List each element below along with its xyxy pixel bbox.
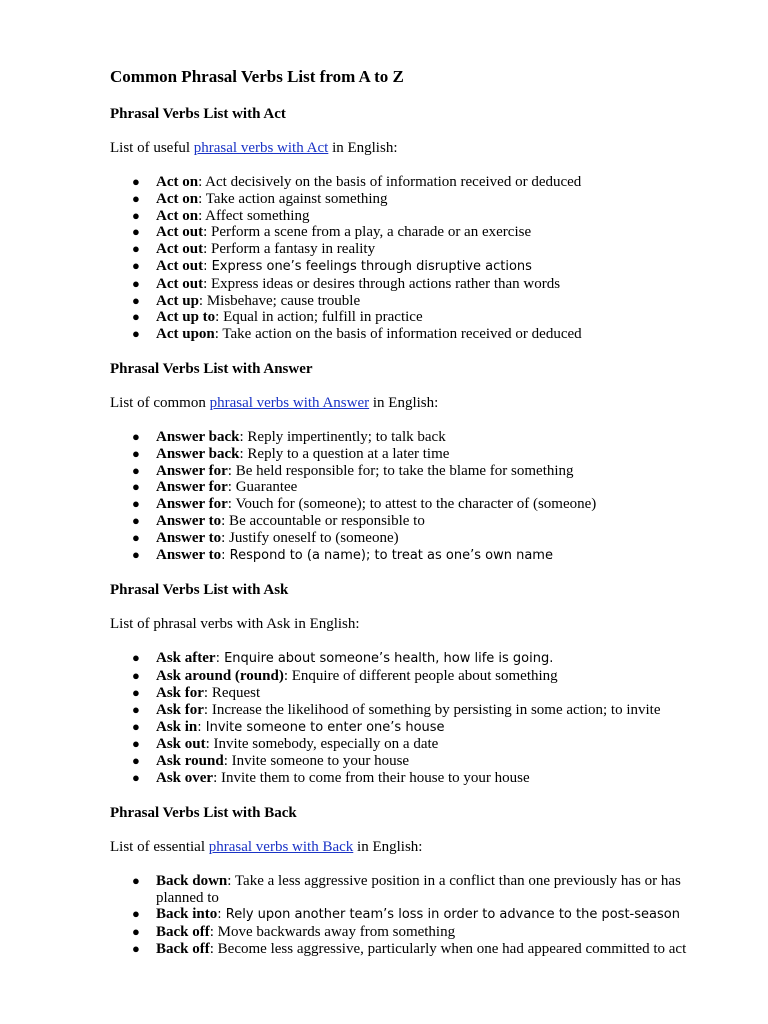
verb-term: Act upon	[156, 326, 215, 343]
bullet-icon: ●	[132, 292, 140, 308]
bullet-icon: ●	[132, 512, 140, 528]
verb-definition: : Affect something	[198, 207, 310, 224]
section-intro	[110, 838, 730, 857]
list-item	[110, 276, 730, 293]
verb-definition: : Reply impertinently; to talk back	[239, 428, 446, 445]
verb-definition: : Express ideas or desires through actions rather than words	[203, 275, 561, 292]
list-item	[110, 753, 730, 770]
list-item	[110, 924, 730, 941]
list-item	[110, 873, 730, 907]
list-item	[110, 719, 730, 737]
bullet-icon: ●	[132, 684, 140, 700]
intro-text-before: List of phrasal verbs with Ask in English:	[110, 616, 360, 633]
verb-term: Act up to	[156, 309, 216, 326]
verb-term: Ask out	[156, 736, 206, 753]
verb-definition: : Enquire of different people about something	[283, 668, 558, 685]
verb-definition: : Reply to a question at a later time	[239, 445, 450, 462]
verb-definition: : Be held responsible for; to take the blame for something	[227, 462, 574, 479]
bullet-icon: ●	[132, 924, 140, 940]
bullet-icon: ●	[132, 668, 140, 684]
section-heading: Phrasal Verbs List with Ask	[110, 582, 289, 599]
verb-term: Ask in	[156, 718, 198, 735]
verb-definition: : Invite someone to your house	[223, 753, 410, 770]
list-item	[110, 479, 730, 496]
bullet-icon: ●	[132, 753, 140, 769]
list-item	[110, 770, 730, 787]
intro-text-before: List of useful	[110, 140, 194, 156]
list-item	[110, 208, 730, 225]
verb-definition: : Take action against something	[198, 190, 388, 207]
verb-term: Act on	[156, 174, 199, 190]
verb-term: Answer to	[156, 529, 222, 546]
verb-term: Act out	[156, 224, 204, 241]
bullet-icon: ●	[132, 546, 140, 562]
verb-definition: : Misbehave; cause trouble	[198, 292, 361, 309]
verb-definition: : Justify oneself to (someone)	[221, 529, 399, 546]
intro-text-before: List of essential	[110, 838, 209, 855]
bullet-icon: ●	[132, 309, 140, 325]
list-item	[110, 463, 730, 480]
intro-text-after: in English:	[328, 140, 398, 156]
list-item	[110, 429, 730, 446]
verb-definition: : Increase the likelihood of something by persisting in some action; to invite	[203, 701, 661, 718]
verb-definition: : Perform a fantasy in reality	[203, 241, 376, 258]
verb-list	[110, 429, 730, 564]
bullet-icon: ●	[132, 462, 140, 478]
verb-definition: : Respond to (a name); to treat as one’s own name	[221, 547, 553, 563]
bullet-icon: ●	[132, 701, 140, 717]
bullet-icon: ●	[132, 241, 140, 257]
verb-term: Back off	[156, 940, 210, 957]
verb-definition: : Take a less aggressive position in a conflict than one previously has or has planned to	[156, 872, 681, 906]
verb-term: Back off	[156, 924, 210, 941]
list-item	[110, 258, 730, 276]
verb-definition: : Vouch for (someone); to attest to the character of (someone)	[227, 496, 597, 513]
list-item	[110, 174, 730, 191]
list-item	[110, 446, 730, 463]
list-item	[110, 668, 730, 685]
phrasal-verbs-link[interactable]: phrasal verbs with Back	[208, 838, 354, 855]
list-item	[110, 530, 730, 547]
verb-term: Ask over	[156, 769, 214, 786]
section-heading: Phrasal Verbs List with Answer	[110, 360, 313, 377]
verb-list	[110, 174, 730, 343]
bullet-icon: ●	[132, 496, 140, 512]
verb-term: Answer for	[156, 462, 228, 479]
bullet-icon: ●	[132, 769, 140, 785]
list-item	[110, 293, 730, 310]
bullet-icon: ●	[132, 224, 140, 240]
verb-definition: : Request	[203, 684, 261, 701]
verb-definition: : Equal in action; fulfill in practice	[215, 309, 423, 326]
verb-term: Answer to	[156, 512, 222, 529]
intro-text-before: List of common	[110, 394, 210, 411]
verb-term: Ask round	[156, 753, 224, 770]
bullet-icon: ●	[132, 718, 140, 734]
phrasal-verbs-link[interactable]: phrasal verbs with Answer	[209, 394, 370, 411]
verb-definition: : Enquire about someone’s health, how life is going.	[215, 651, 554, 667]
verb-term: Answer back	[156, 428, 240, 445]
bullet-icon: ●	[132, 428, 140, 444]
list-item	[110, 224, 730, 241]
section-intro	[110, 394, 730, 413]
list-item	[110, 650, 730, 668]
verb-definition: : Take action on the basis of information received or deduced	[214, 326, 582, 343]
verb-definition: : Guarantee	[227, 479, 298, 496]
verb-term: Back down	[156, 872, 228, 889]
bullet-icon: ●	[132, 872, 140, 888]
bullet-icon: ●	[132, 479, 140, 495]
section-heading: Phrasal Verbs List with Back	[110, 804, 297, 821]
verb-definition: : Invite somebody, especially on a date	[205, 736, 439, 753]
verb-term: Act out	[156, 275, 204, 292]
list-item	[110, 547, 730, 565]
bullet-icon: ●	[132, 650, 140, 666]
bullet-icon: ●	[132, 529, 140, 545]
list-item	[110, 326, 730, 343]
list-item	[110, 685, 730, 702]
verb-definition: : Invite them to come from their house to your house	[213, 769, 530, 786]
intro-text-after: in English:	[369, 394, 439, 411]
verb-definition: : Move backwards away from something	[209, 924, 456, 941]
list-item	[110, 241, 730, 258]
bullet-icon: ●	[132, 257, 140, 273]
bullet-icon: ●	[132, 906, 140, 922]
bullet-icon: ●	[132, 207, 140, 223]
verb-term: Act on	[156, 190, 199, 207]
section-intro	[110, 615, 730, 634]
list-item	[110, 309, 730, 326]
phrasal-verbs-link[interactable]: phrasal verbs with Act	[193, 140, 329, 156]
bullet-icon: ●	[132, 190, 140, 206]
verb-term: Act out	[156, 241, 204, 258]
verb-term: Ask around (round)	[156, 668, 284, 685]
bullet-icon: ●	[132, 326, 140, 342]
list-item	[110, 702, 730, 719]
verb-definition: : Express one’s feelings through disruptive actions	[203, 258, 532, 274]
section-intro	[110, 139, 730, 158]
verb-term: Act up	[156, 292, 199, 309]
verb-term: Act on	[156, 207, 199, 224]
verb-term: Act out	[156, 257, 204, 274]
verb-term: Answer for	[156, 496, 228, 513]
verb-definition: : Be accountable or responsible to	[221, 512, 425, 529]
list-item	[110, 496, 730, 513]
verb-definition: : Become less aggressive, particularly when one had appeared committed to act	[209, 940, 687, 957]
list-item	[110, 736, 730, 753]
verb-definition: : Perform a scene from a play, a charade or an exercise	[203, 224, 532, 241]
verb-definition: : Rely upon another team’s loss in order to advance to the post-season	[217, 907, 680, 923]
section-heading: Phrasal Verbs List with Act	[110, 106, 286, 122]
bullet-icon: ●	[132, 736, 140, 752]
verb-term: Answer for	[156, 479, 228, 496]
verb-term: Answer back	[156, 445, 240, 462]
list-item	[110, 513, 730, 530]
verb-list	[110, 650, 730, 786]
verb-definition: : Invite someone to enter one’s house	[197, 719, 445, 735]
bullet-icon: ●	[132, 275, 140, 291]
sections-container	[110, 105, 730, 958]
bullet-icon: ●	[132, 940, 140, 956]
bullet-icon: ●	[132, 174, 140, 189]
verb-term: Ask after	[156, 650, 216, 667]
verb-term: Ask for	[156, 684, 204, 701]
list-item	[110, 191, 730, 208]
document-title: Common Phrasal Verbs List from A to Z	[110, 67, 404, 86]
verb-definition: : Act decisively on the basis of information received or deduced	[198, 174, 582, 190]
verb-list	[110, 873, 730, 958]
list-item	[110, 941, 730, 958]
list-item	[110, 906, 730, 924]
document-page	[110, 66, 730, 975]
verb-term: Ask for	[156, 701, 204, 718]
bullet-icon: ●	[132, 445, 140, 461]
verb-term: Back into	[156, 906, 218, 923]
intro-text-after: in English:	[353, 838, 423, 855]
verb-term: Answer to	[156, 546, 222, 563]
